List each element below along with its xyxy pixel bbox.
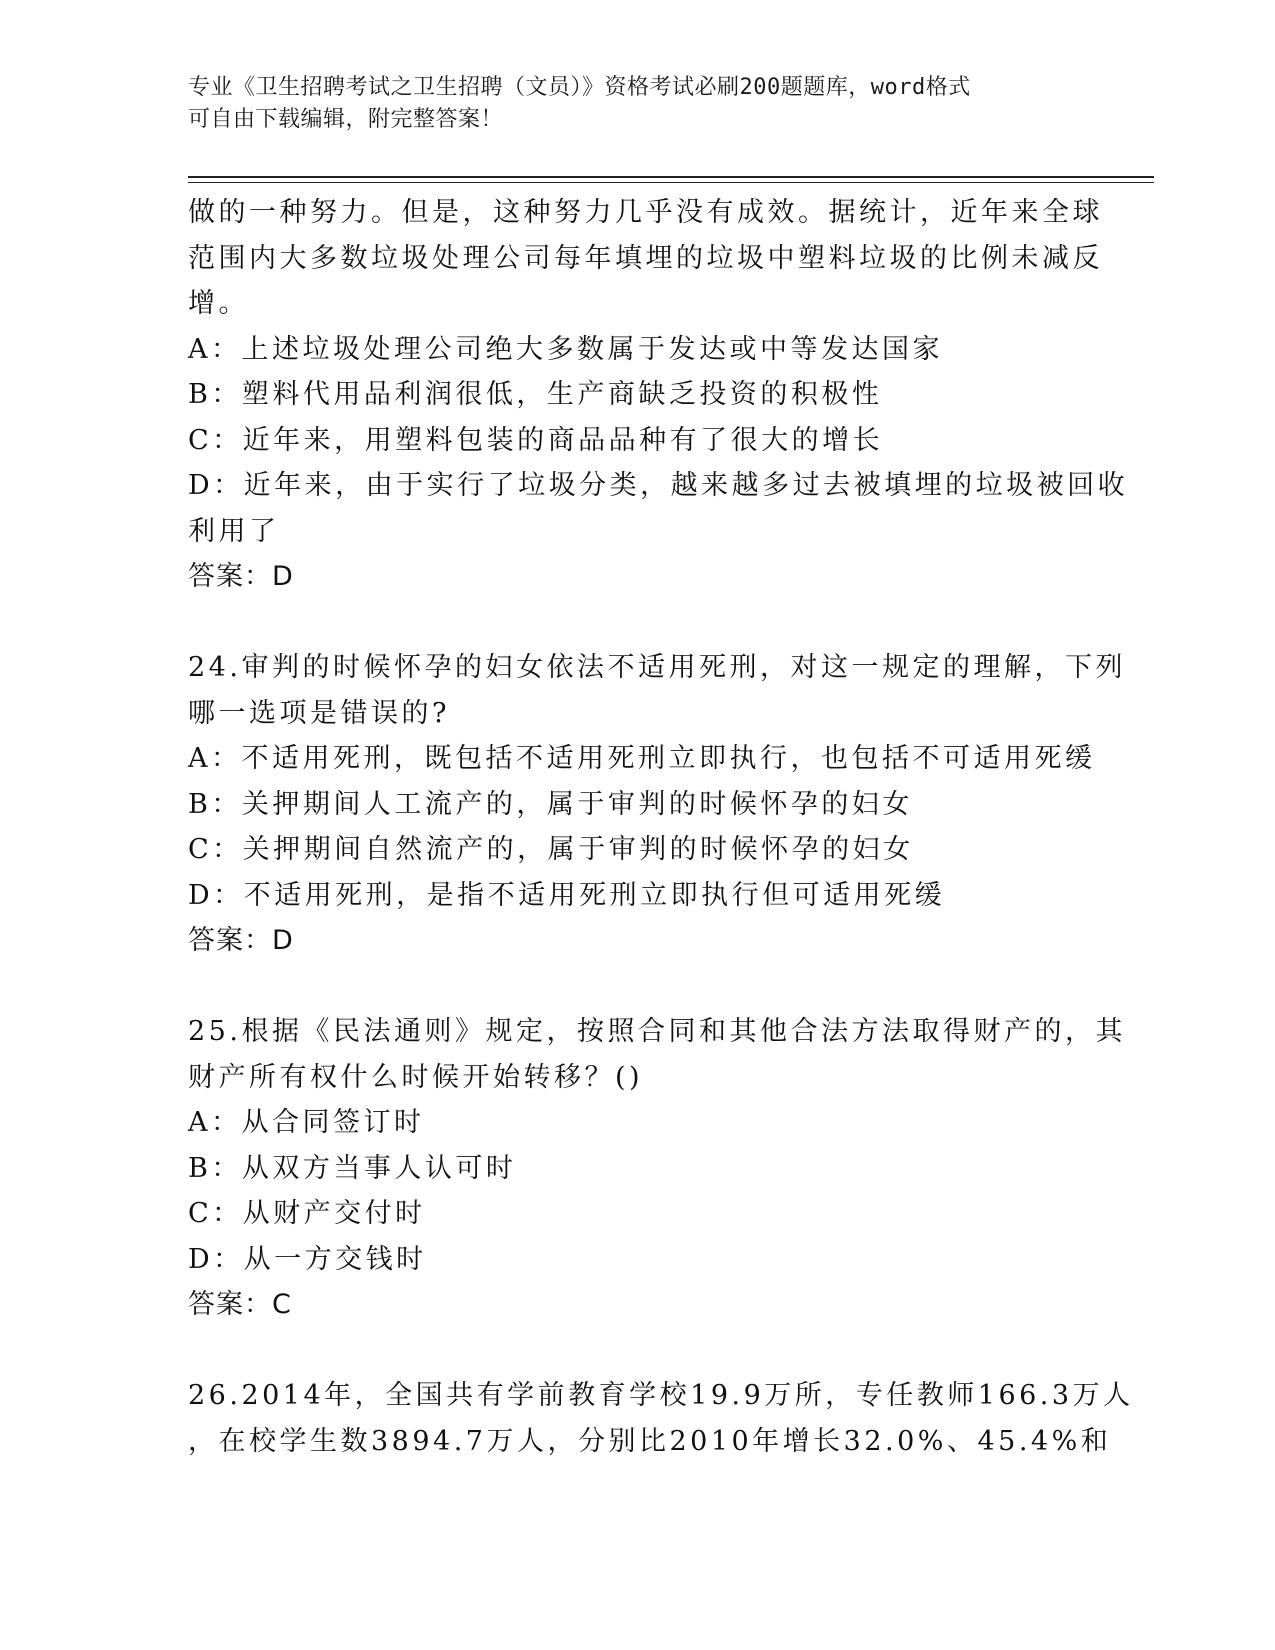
question-stem-line: 财产所有权什么时候开始转移？() (188, 1061, 644, 1093)
option-d: D：不适用死刑，是指不适用死刑立即执行但可适用死缓 (188, 879, 946, 911)
question-content (188, 190, 1134, 1464)
option-c: C：近年来，用塑料包装的商品品种有了很大的增长 (188, 424, 884, 456)
answer-line: 答案：D (188, 925, 294, 956)
option-b: B：关押期间人工流产的，属于审判的时候怀孕的妇女 (188, 788, 913, 820)
question-stem-line: 增。 (188, 288, 249, 319)
question-stem-line: 25.根据《民法通则》规定，按照合同和其他合法方法取得财产的，其 (188, 1016, 1126, 1047)
option-a: A：上述垃圾处理公司绝大多数属于发达或中等发达国家 (188, 333, 943, 365)
header-divider-thick (188, 176, 1154, 178)
question-stem-line: 范围内大多数垃圾处理公司每年填埋的垃圾中塑料垃圾的比例未减反 (188, 242, 1103, 274)
option-a: A：不适用死刑，既包括不适用死刑立即执行，也包括不可适用死缓 (188, 743, 1096, 774)
option-b: B：从双方当事人认可时 (188, 1152, 517, 1184)
header-line-2: 可自由下载编辑，附完整答案！ (188, 107, 504, 132)
question-spacer (188, 964, 1088, 1010)
option-d-continued: 利用了 (188, 515, 280, 547)
question-stem-line: 24.审判的时候怀孕的妇女依法不适用死刑，对这一规定的理解，下列 (188, 652, 1126, 683)
question-25 (188, 1009, 1126, 1328)
question-stem-line: ，在校学生数3894.7万人，分别比2010年增长32.0%、45.4%和 (188, 1425, 1112, 1457)
option-c: C：关押期间自然流产的，属于审判的时候怀孕的妇女 (188, 834, 914, 865)
answer-line: 答案：D (188, 561, 294, 592)
question-stem-line: 26.2014年，全国共有学前教育学校19.9万所，专任教师166.3万人 (188, 1380, 1134, 1411)
option-d: D：近年来，由于实行了垃圾分类，越来越多过去被填埋的垃圾被回收 (188, 470, 1129, 501)
question-stem-line: 哪一选项是错误的? (188, 697, 450, 729)
question-26 (188, 1373, 1134, 1464)
question-stem-line: 做的一种努力。但是，这种努力几乎没有成效。据统计，近年来全球 (188, 197, 1103, 228)
question-23 (188, 190, 1129, 600)
header-divider-thin (188, 182, 1154, 183)
option-d: D：从一方交钱时 (188, 1243, 427, 1275)
answer-line: 答案：C (188, 1289, 292, 1320)
question-24 (188, 645, 1126, 964)
question-spacer (188, 600, 1088, 646)
option-c: C：从财产交付时 (188, 1198, 426, 1229)
header-line-1: 专业《卫生招聘考试之卫生招聘（文员）》资格考试必刷200题题库，word格式 (188, 75, 971, 100)
document-header (188, 72, 1088, 136)
option-b: B：塑料代用品利润很低，生产商缺乏投资的积极性 (188, 379, 883, 410)
question-spacer (188, 1328, 1088, 1374)
option-a: A：从合同签订时 (188, 1107, 425, 1138)
